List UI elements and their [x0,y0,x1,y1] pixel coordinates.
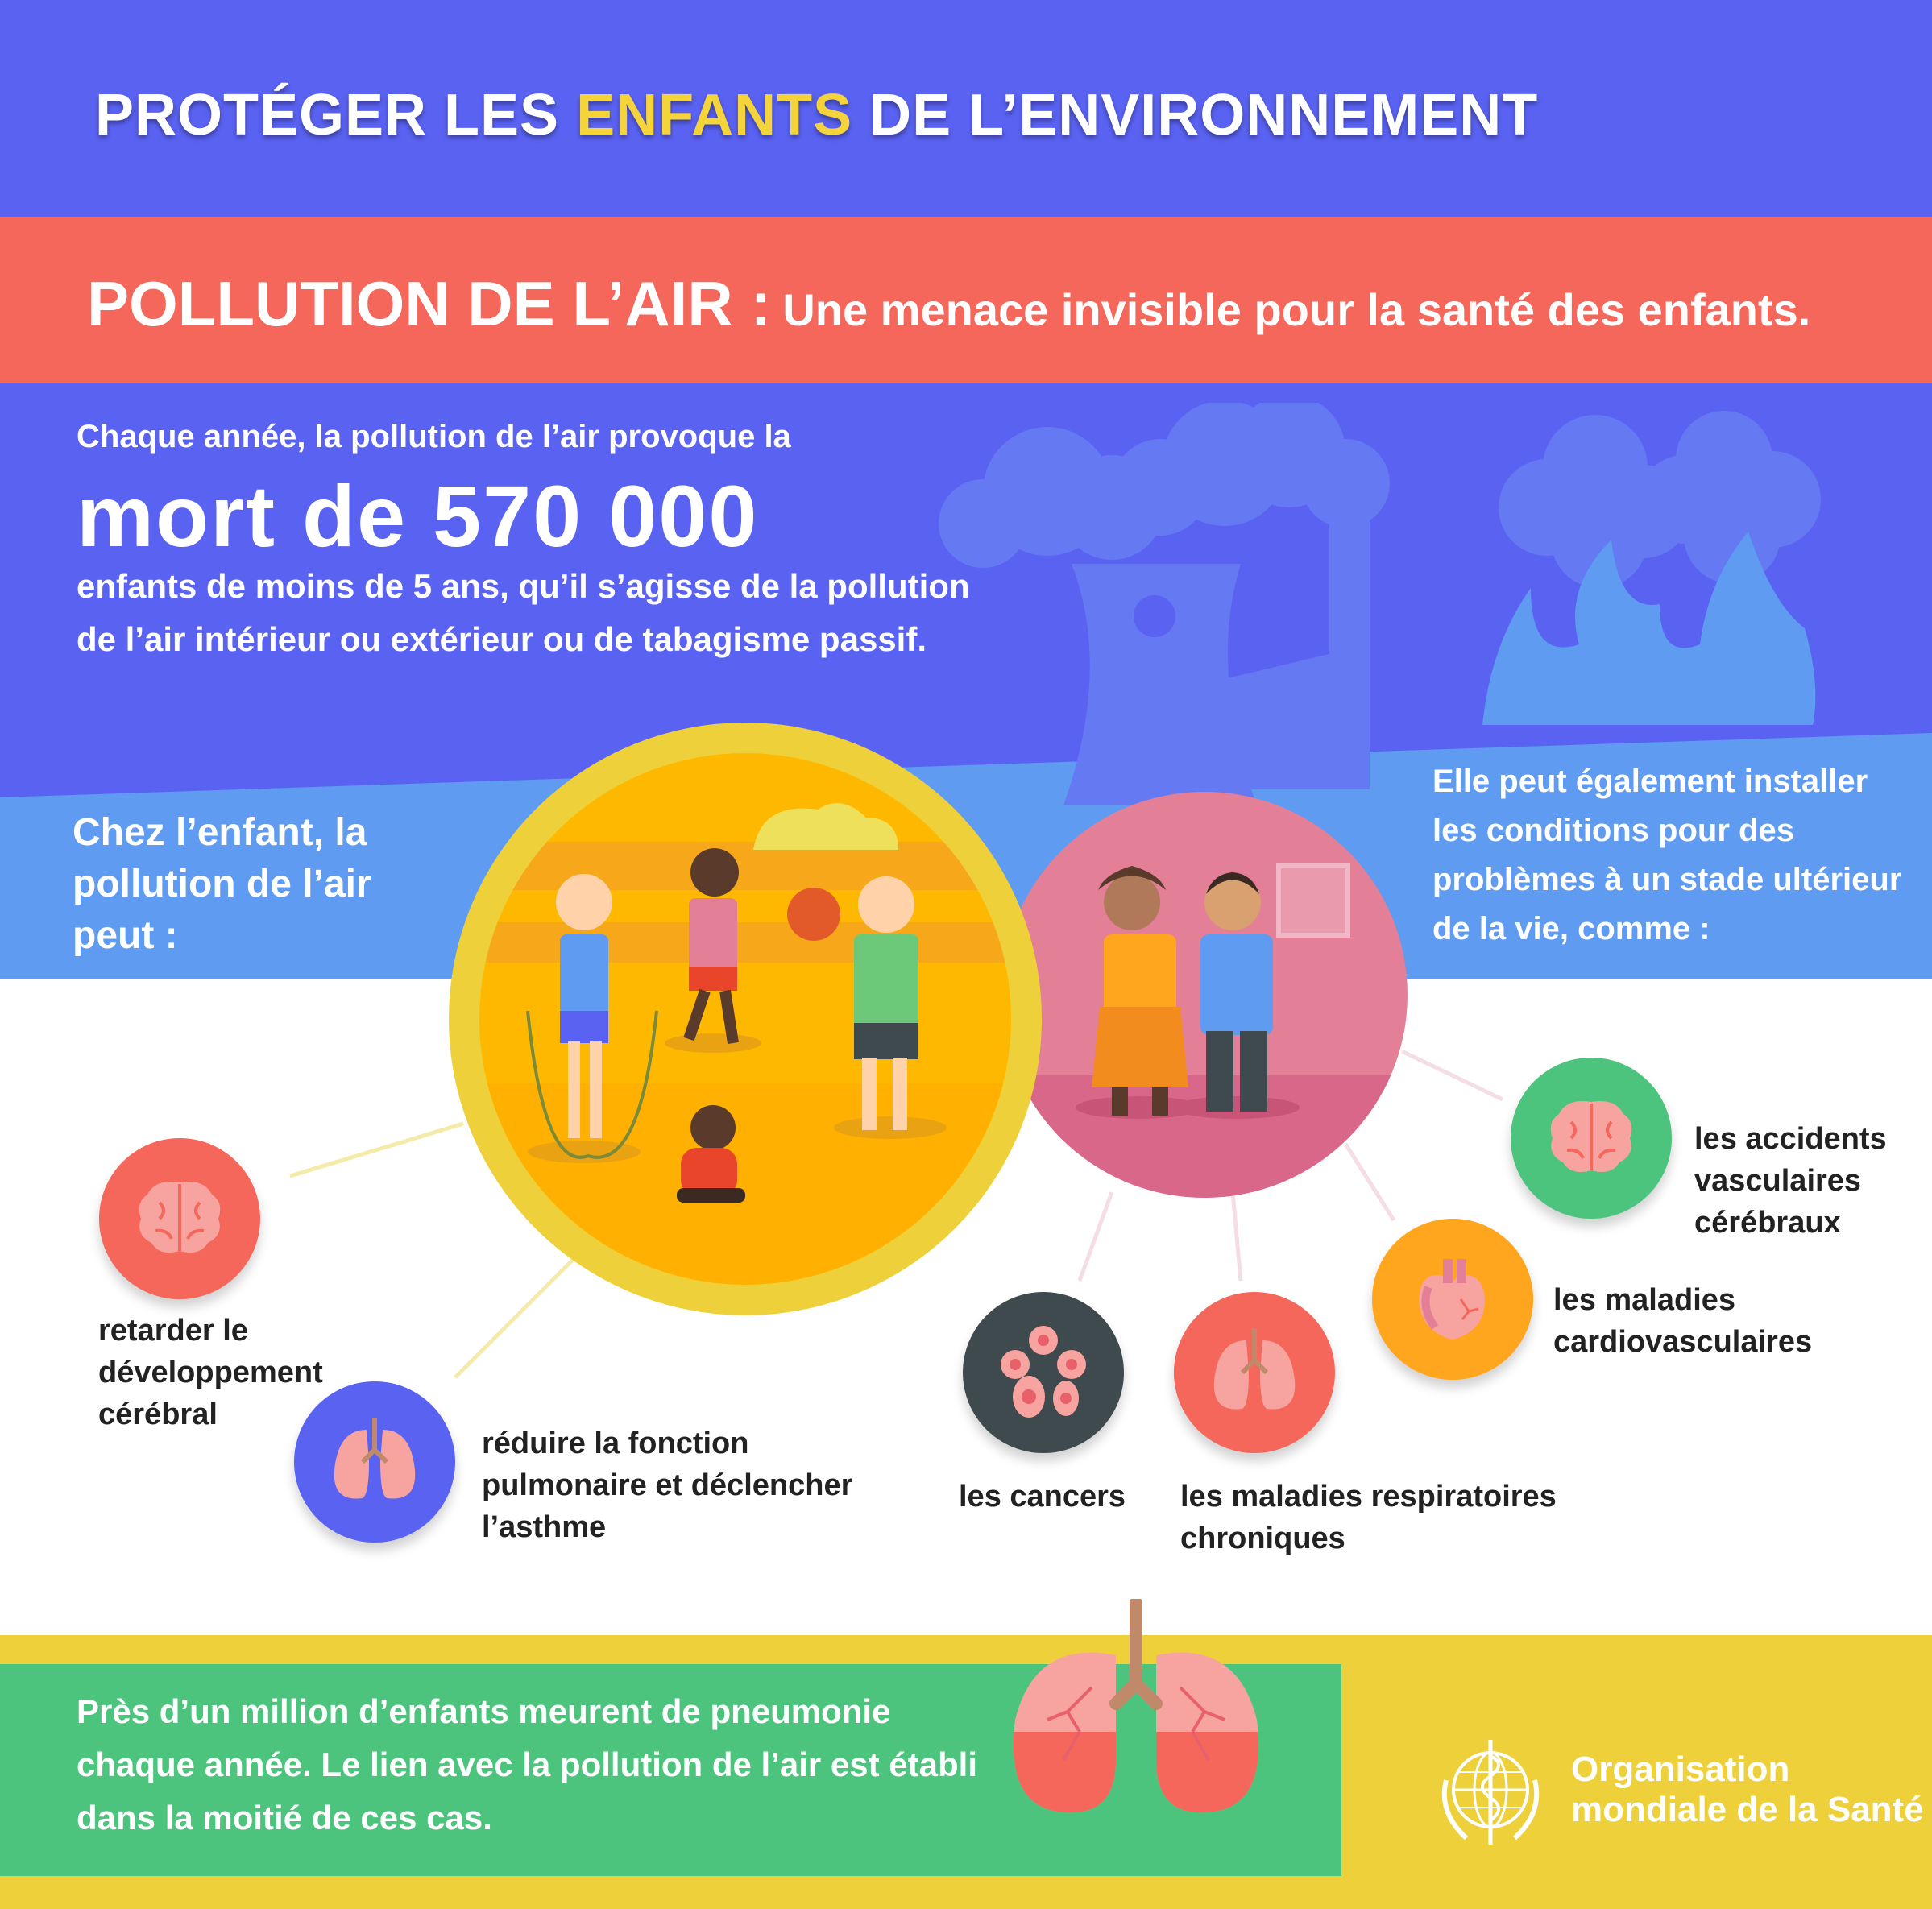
cancer-cells-icon [987,1316,1100,1429]
lungs-icon [322,1414,427,1510]
heart-icon [1404,1251,1501,1348]
later-effect-label: les cancers [959,1480,1126,1514]
adults-scene [995,785,1414,1204]
later-effect-label: les maladies respiratoires chroniques [1180,1480,1557,1555]
children-playing-scene [447,721,1043,1317]
lung-function-icon-circle [294,1381,455,1543]
brain-icon [131,1174,228,1263]
child-effects-lead: Chez l’enfant, la pollution de l’air peut : [73,811,371,957]
heart-icon-circle [1372,1219,1533,1380]
stroke-icon-circle [1511,1058,1672,1219]
intro-description: enfants de moins de 5 ans, qu’il s’agisse de la pollution de l’air intérieur ou extérieur ou de tabagisme passif. [77,567,970,658]
ball [787,888,840,941]
lungs-icon [1202,1324,1307,1421]
subtitle-bold: POLLUTION DE L’AIR : [87,268,772,339]
title-pre: PROTÉGER LES [95,83,560,147]
later-effects-lead: Elle peut également installer les conditions pour des problèmes à un stade ultérieur de la vie, comme : [1432,764,1902,946]
woman-head [1104,874,1160,930]
who-logo [1430,1732,1551,1853]
large-lungs-illustration [1003,1599,1269,1841]
respiratory-icon-circle [1174,1292,1335,1453]
child-effect-label: retarder le développement cérébral [98,1314,323,1431]
title-post: DE L’ENVIRONNEMENT [869,83,1539,147]
cancer-icon-circle [963,1292,1124,1453]
org-name-line: mondiale de la Santé [1571,1790,1924,1829]
brain-icon [1543,1094,1640,1182]
child-effect-label: réduire la fonction pulmonaire et déclencher l’asthme [482,1427,853,1544]
later-effect-label: les maladies cardiovasculaires [1553,1283,1813,1359]
brain-development-icon-circle [99,1138,260,1299]
subtitle-rest: Une menace invisible pour la santé des enfants. [782,284,1811,335]
later-effect-label: les accidents vasculaires cérébraux [1694,1122,1887,1240]
who-organisation-name [1571,1750,1924,1830]
wall-picture [1279,866,1348,935]
title-highlight: ENFANTS [576,83,853,147]
pneumonia-fact: Près d’un million d’enfants meurent de pneumonie chaque année. Le lien avec la pollution de l’air est établi dans la moitié de ces cas. [77,1692,978,1837]
intro-line: Chaque année, la pollution de l’air provoque la [77,419,791,454]
intro-headline: mort de 570 000 [77,467,759,565]
org-name-line: Organisation [1571,1750,1790,1789]
